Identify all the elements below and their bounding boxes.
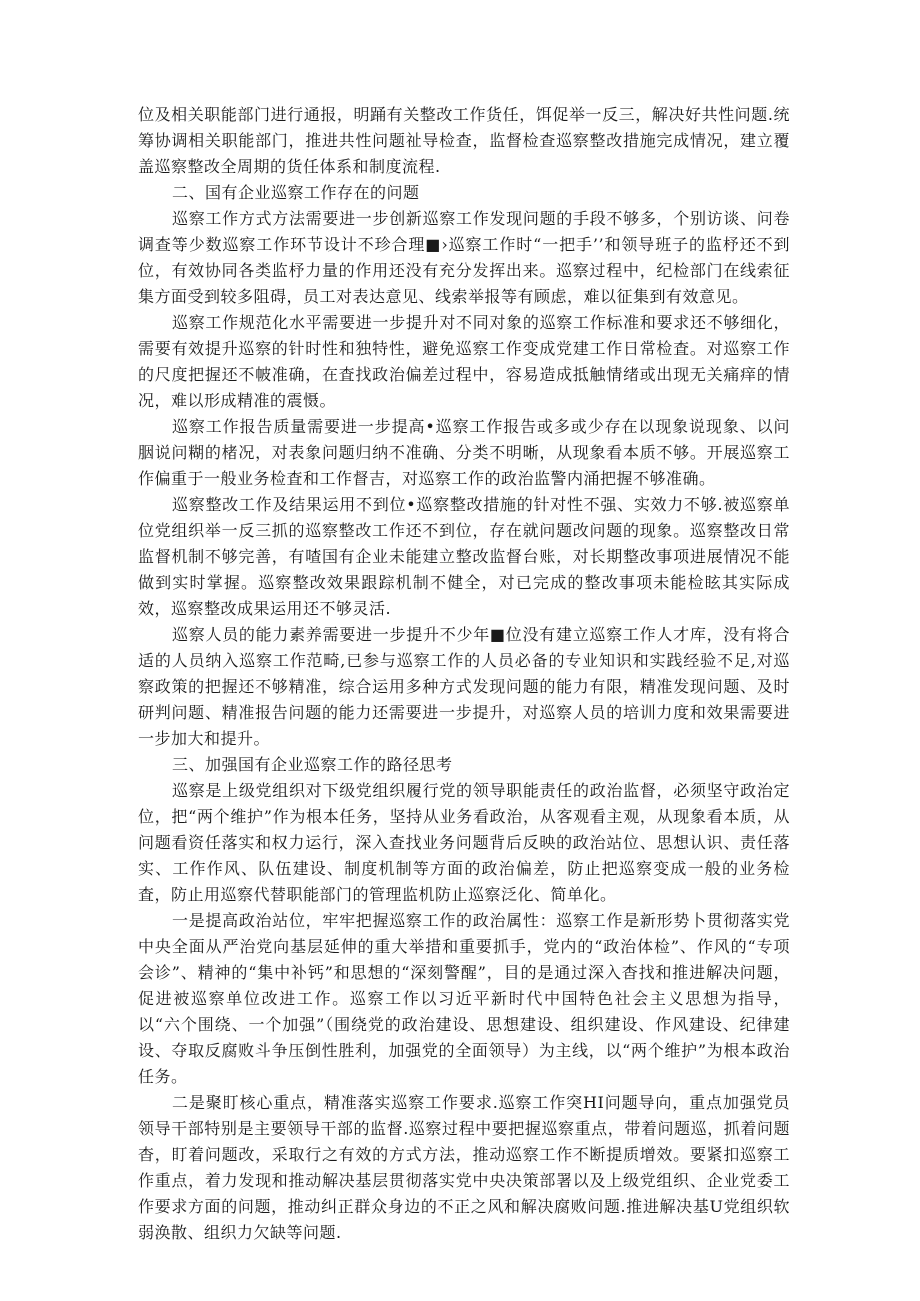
- paragraph: 巡察人员的能力素养需要进一步提升不少年■位没有建立巡察工作人才库，没有将合适的人员纳入巡察工作范畸,已参与巡察工作的人员必备的专业知识和实践经验不足,对巡察政策的把握还不够精准，综合运用多种方式发现问题的能力有限，精准发现问题、及时研判问题、精准报告问题的能力还需要进一步提升，对巡察人员的培训力度和效果需要进一步加大和提升。: [138, 625, 790, 748]
- paragraph: 二是聚盯核心重点，精准落实巡察工作要求.巡察工作突HI问题导向，重点加强党员领导干部特别是主要领导干部的监督.巡察过程中要把握巡察重点，带着问题巡，抓着问题杳，盯着问题改，采取行之有效的方式方法，推动巡察工作不断提质增效。要紧扣巡察工作重点，着力发现和推动解决基层贯彻落实党中央决策部署以及上级党组织、企业党委工作要求方面的问题，推动纠正群众身边的不正之风和解决腐败问题.推进解决基U党组织软弱涣散、组织力欠缺等问题.: [138, 1093, 790, 1242]
- document-body: [138, 102, 790, 1246]
- section-heading-2: 二、国有企业巡察工作存在的问题: [172, 183, 420, 202]
- paragraph: 巡察是上级党组织对下级党组织履行党的领导职能责任的政治监督，必须坚守政治定位，把“两个维护”作为根本任务，坚持从业务看政治，从客观看主观，从现象看本质，从问题看资任落实和权力运行，深入查找业务问题背后反映的政治站位、思想认识、责任落实、工作作风、队伍建设、制度机制等方面的政治偏差，防止把巡察变成一般的业务检査，防止用巡察代替职能部门的管理监机防止巡察泛化、简单化。: [138, 781, 790, 904]
- paragraph: 巡察整改工作及结果运用不到位•巡察整改措施的针对性不强、实效力不够.被巡察单位党组织举一反三抓的巡察整改工作还不到位，存在就问题改问题的现象。巡察整改日常监督机制不够完善，有喳国有企业未能建立整改监督台账，对长期整改事项进展情况不能做到实时掌握。巡察整改效果跟踪机制不健全，对已完成的整改事项未能检眩其实际成效，巡察整改成果运用还不够灵活.: [138, 495, 790, 618]
- paragraph: 巡察工作规范化水平需要进一步提升对不同对象的巡察工作标准和要求还不够细化，需要有效提升巡察的针时性和独特性，避免巡察工作变成党建工作日常检査。对巡察工作的尺度把握还不帔准确，在査找政治偏差过程中，容易造成抵触情绪或出现无关痛痒的情况，难以形成精准的震慑。: [138, 313, 790, 410]
- paragraph: 巡察工作报告质量需要进一步提高•巡察工作报告或多或少存在以现象说现象、以问胭说问糊的楮况，对表象问题归纳不准确、分类不明晰，从现象看本质不够。开展巡察工作偏重于一般业务检査和工作督吉，对巡察工作的政治监警内涌把握不够准确。: [138, 417, 790, 488]
- paragraph: 一是提高政治站位，牢牢把握巡察工作的政治属性：巡察工作是新形势卜贯彻落实党中央全面从严治党向基层延伸的重大举措和重要抓手，党内的“政治体检”、作风的“专项会诊”、精神的“集中补钙”和思想的“深刻警醒”，目的是通过深入杳找和推进解决问题，促进被巡察单位改进工作。巡察工作以习近平新时代中国特色社会主义思想为指导，以“六个围绕、一个加强”（围绕党的政治建设、思想建设、组织建设、作风建设、纪律建设、夺取反腐败斗争压倒性胜利，加强党的全面领导）为主线，以“两个维护”为根本政治任务。: [138, 911, 790, 1086]
- paragraph: 巡察工作方式方法需要进一步创新巡察工作发现问题的手段不够多，个别访谈、问卷调查等少数巡察工作环节设计不珍合理■›巡察工作时“一把手’’和领导班子的监杼还不到位，有效协同各类监杼力量的作用还没有充分发挥出来。巡察过程中，纪检部门在线索征集方面受到较多阻碍，员工对表达意见、线索举报等有顾虑，难以征集到有效意见。: [138, 209, 790, 306]
- section-heading-3: 三、加强国有企业巡察工作的路径思考: [172, 755, 453, 774]
- paragraph-continued: 位及相关职能部门进行通报，明踊有关整改工作货任，饵促举一反三，解决好共性问题.统筹协调相关职能部门，推进共性问题祉导检查，监督检查巡察整改措施完成情况，建立覆盖巡察整改全周期的货任体系和制度流程.: [138, 105, 790, 176]
